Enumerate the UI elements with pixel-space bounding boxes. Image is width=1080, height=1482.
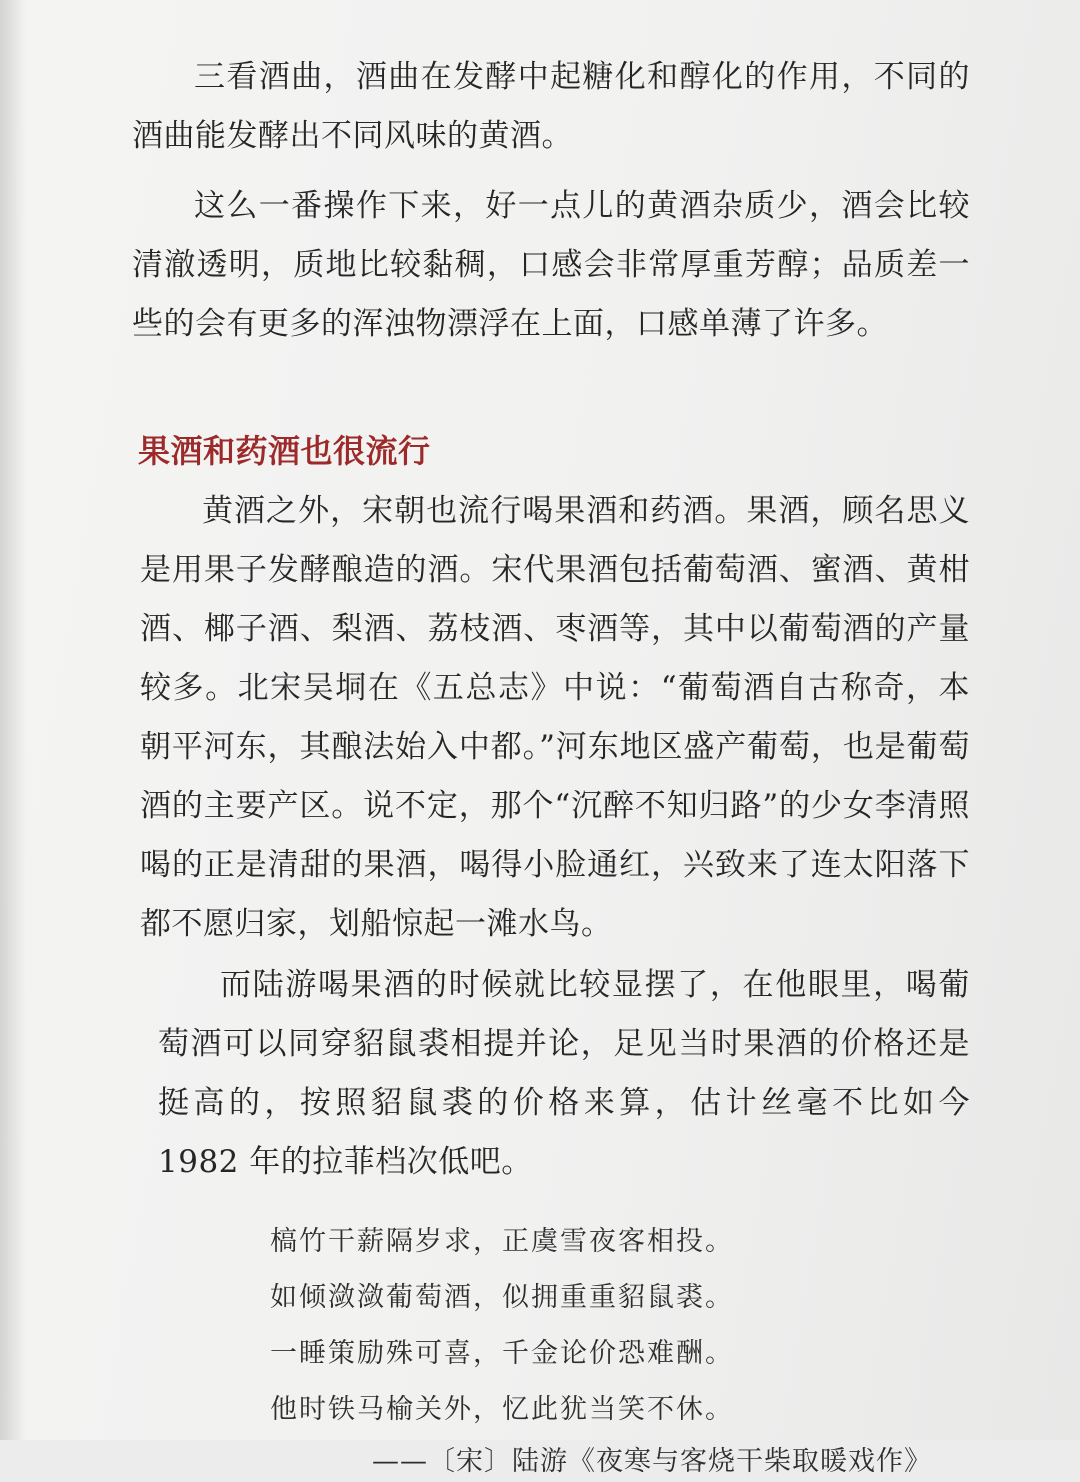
paragraph-lu-you: 而陆游喝果酒的时候就比较显摆了，在他眼里，喝葡萄酒可以同穿貂鼠裘相提并论，足见当时果酒的价格还是挺高的，按照貂鼠裘的价格来算，估计丝毫不比如今 1982 年的拉菲档次低吧。 xyxy=(158,967,970,1180)
paragraph-quality: 这么一番操作下来，好一点儿的黄酒杂质少，酒会比较清澈透明，质地比较黏稠，口感会非常厚重芳醇；品质差一些的会有更多的浑浊物漂浮在上面，口感单薄了许多。 xyxy=(132,188,970,342)
poem-line: 槁竹干薪隔岁求，正虞雪夜客相投。 xyxy=(270,1226,734,1257)
poem-line: 他时铁马榆关外，忆此犹当笑不休。 xyxy=(270,1394,734,1425)
paragraph-fruit-wine: 黄酒之外，宋朝也流行喝果酒和药酒。果酒，顾名思义是用果子发酵酿造的酒。宋代果酒包括葡萄酒、蜜酒、黄柑酒、椰子酒、梨酒、荔枝酒、枣酒等，其中以葡萄酒的产量较多。北宋吴垌在《五总志》中说：“葡萄酒自古称奇，本朝平河东，其酿法始入中都。”河东地区盛产葡萄，也是葡萄酒的主要产区。说不定，那个“沉醉不知归路”的少女李清照喝的正是清甜的果酒，喝得小脸通红，兴致来了连太阳落下都不愿归家，划船惊起一滩水鸟。 xyxy=(140,493,970,942)
poem-line: 如倾潋潋葡萄酒，似拥重重貂鼠裘。 xyxy=(270,1282,734,1313)
section-heading: 果酒和药酒也很流行 xyxy=(138,432,431,470)
paragraph-wine-yeast: 三看酒曲，酒曲在发酵中起糖化和醇化的作用，不同的酒曲能发酵出不同风味的黄酒。 xyxy=(132,59,970,154)
poem-line: 一睡策励殊可喜，千金论价恐难酬。 xyxy=(270,1338,734,1369)
poem-attribution: ——〔宋〕陆游《夜寒与客烧干柴取暖戏作》 xyxy=(372,1446,932,1477)
poem-quote xyxy=(132,1214,970,1438)
page-content xyxy=(132,48,970,1482)
